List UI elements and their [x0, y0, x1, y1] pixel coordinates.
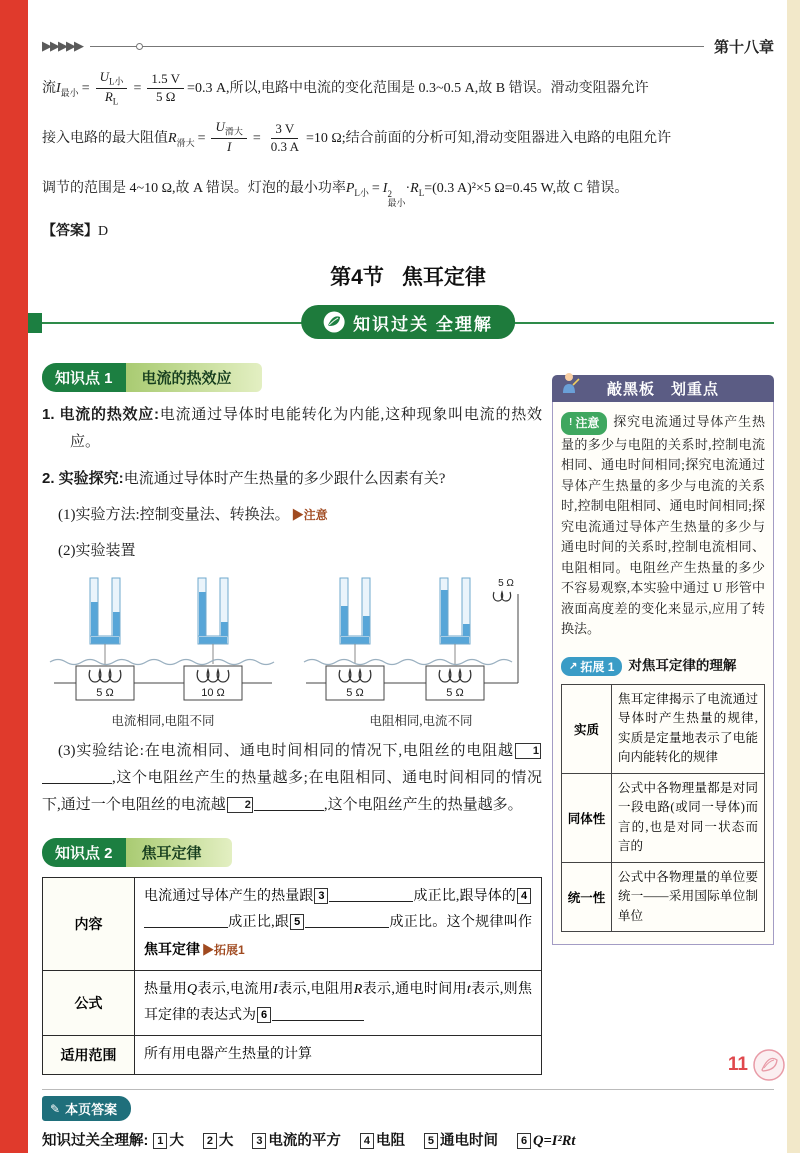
series-resistor-label: 5 Ω: [498, 578, 514, 590]
banner-pill: [301, 305, 515, 339]
paragraph-heat-effect: 1. 电流的热效应:电流通过导体时电能转化为内能,这种现象叫电流的热效应。: [42, 406, 542, 451]
blank-5-number: 5: [290, 914, 304, 930]
solution-text: =(0.3 A)²×5 Ω=0.45 W,故 C 错误。: [424, 180, 629, 196]
scope-cell: 所有用电器产生热量的计算: [135, 1036, 542, 1075]
notice-paragraph: ! 注意 探究电流通过导体产生热量的多少与电阻的关系时,控制电流相同、通电时间相同;探究电流通过导体产生热量的多少与电流的关系时,控制电阻相同、通电时间相同;探究电流通过导体产生热量的多少与通电时间的关系时,控制电流相同、电阻相同。电阻丝产生热量的多少不容易观察,本实验中通过 U 形管中液面高度差的变化来显示,应用了转换法。: [561, 414, 765, 637]
sidebar-header-label: 敲黑板 划重点: [606, 381, 719, 399]
blank-2-number: 2: [227, 797, 253, 813]
paragraph-experiment: 2. 实验探究:电流通过导体时产生热量的多少跟什么因素有关?: [42, 470, 446, 488]
water-surface: [50, 660, 274, 665]
u-tube-1: [340, 578, 370, 644]
resistor-label-1: 5 Ω: [96, 687, 114, 700]
kp1-header: [42, 363, 262, 392]
table-row-content: [43, 878, 542, 971]
resistor-coil-2: [439, 670, 471, 682]
section-title: 第4节 焦耳定律: [330, 266, 486, 290]
blank-1-number: 1: [515, 743, 541, 759]
experiment-diagram-right: [300, 574, 542, 729]
answer-item: 6 Q=I²Rt: [516, 1133, 575, 1149]
fraction: $\frac{U_{滑大}}{I}$: [211, 119, 246, 159]
resistor-label-2: 10 Ω: [201, 687, 225, 700]
answer-value: D: [98, 224, 109, 240]
notice-badge: ! 注意: [561, 412, 607, 435]
solution-block: [42, 66, 774, 247]
expand-ref: ▶拓展1: [202, 943, 245, 958]
table-row-formula: [43, 971, 542, 1036]
content-cell: 电流通过导体产生的热量跟 3 成正比,跟导体的 4成正比,跟 5 成正比。这个规律叫作焦耳定律 ▶拓展1: [135, 878, 542, 971]
sidebar: [552, 375, 774, 945]
blank-6-number: 6: [257, 1007, 271, 1023]
resistor-label-2: 5 Ω: [446, 687, 464, 700]
left-red-strip: [0, 0, 28, 1153]
page-header: [42, 0, 774, 56]
experiment-diagram-left: [42, 574, 284, 729]
fraction: $\frac{3 V}{0.3 A}$: [270, 121, 299, 155]
solution-text: 调节的范围是 4~10 Ω,故 A 错误。灯泡的最小功率: [42, 180, 346, 196]
diagram-right-caption: 电阻相同,电流不同: [369, 714, 473, 729]
header-rule: [90, 46, 704, 47]
paragraph-device: (2)实验装置: [58, 543, 136, 560]
banner-left-block: [28, 313, 42, 333]
banner-text: 知识过关 全理解: [353, 314, 493, 334]
variable: R: [410, 180, 419, 196]
solution-line-3: 调节的范围是 4~10 Ω,故 A 错误。灯泡的最小功率$P_{L小} = I$ 2 最小 $\cdot R_L=(0.3$ A)²×5 Ω=0.45 W,故 C 错误。: [42, 180, 629, 209]
kp2-badge: 知识点 2: [42, 838, 126, 867]
solution-text: 流: [42, 81, 56, 96]
water-surface: [304, 660, 512, 665]
resistor-label-1: 5 Ω: [346, 687, 364, 700]
row-header-formula: 公式: [43, 971, 135, 1036]
page-number: 11: [727, 1054, 748, 1075]
resistor-coil-1: [89, 670, 121, 682]
pencil-icon: ✎: [50, 1101, 61, 1116]
fraction: $\frac{U_{L小}}{R_L}$: [96, 69, 128, 109]
variable: I: [273, 982, 278, 998]
blank-5-line: [305, 914, 389, 928]
paragraph-conclusion: (3)实验结论:在电流相同、通电时间相同的情况下,电阻丝的电阻越 1,这个电阻丝产生的热量越多;在电阻相同、通电时间相同的情况下,通过一个电阻丝的电流越 2 ,这个电阻丝产生的热量越多。: [42, 743, 542, 814]
essence-cell: 焦耳定律揭示了电流通过导体时产生热量的规律,实质是定量地表示了电能向内能转化的规律: [612, 684, 765, 773]
diagram-left-svg: [42, 574, 284, 704]
resistor-coil-2: [197, 670, 229, 682]
arrow-up-icon: ↗: [569, 660, 578, 672]
solution-line-2: 接入电路的最大阻值$R_{滑大}$ = $\frac{U_{滑大}}{I}$ = $\frac{3 V}{0.3 A}$ =10 Ω;结合前面的分析可知,滑动变阻器进入电路的电阻允许: [42, 116, 774, 166]
fraction: $\frac{1.5 V}{5 \Omega}$: [147, 71, 184, 106]
variable: P: [345, 180, 355, 196]
answer-item: 2 大: [202, 1133, 234, 1149]
diagram-left-caption: 电流相同,电阻不同: [111, 714, 215, 729]
formula-cell: 热量用Q表示,电流用I表示,电阻用R表示,通电时间用t表示,则焦耳定律的表达式为 6: [135, 971, 542, 1036]
notice-ref: ▶注意: [291, 508, 328, 523]
joule-understanding-table: [561, 684, 765, 933]
variable: t: [466, 982, 471, 998]
blank-4-line: [144, 914, 228, 928]
sidebar-header: [552, 375, 774, 402]
header-circle-marker: [136, 43, 143, 50]
variable: I: [382, 180, 388, 196]
blank-1-line: [42, 770, 112, 784]
variable: Q: [187, 982, 198, 998]
table-row: [562, 684, 765, 773]
answer-item: 5 通电时间: [423, 1133, 498, 1149]
page-content: [42, 0, 774, 1150]
answer-item: 1 大: [152, 1133, 184, 1149]
answer-label: 【答案】: [42, 222, 98, 239]
same-body-cell: 公式中各物理量都是对同一段电路(或同一导体)而言的,也是对同一状态而言的: [612, 773, 765, 862]
answers-badge: ✎ 本页答案: [42, 1096, 131, 1121]
knowledge-banner: [42, 305, 774, 341]
answer-item: 4 电阻: [359, 1133, 405, 1149]
blank-3-number: 3: [314, 888, 328, 904]
page-answers-section: [42, 1089, 774, 1150]
expand-heading: [561, 654, 765, 676]
page-number-area: [728, 1048, 786, 1082]
blank-2-line: [254, 797, 324, 811]
teacher-icon: [560, 371, 580, 397]
kp1-title: 电流的热效应: [126, 363, 262, 392]
blank-3-line: [329, 888, 413, 902]
header-arrows-icon: ▶▶▶▶▶: [42, 38, 82, 53]
row-header-uniformity: 统一性: [562, 862, 612, 932]
variable: R: [353, 982, 363, 998]
answer-item: 3 电流的平方: [251, 1133, 341, 1149]
u-tube-2: [198, 578, 228, 644]
kp2-title: 焦耳定律: [126, 838, 232, 867]
solution-text: =10 Ω;结合前面的分析可知,滑动变阻器进入电路的电阻允许: [305, 130, 672, 146]
kp2-header: [42, 838, 232, 867]
sidebar-box: [552, 402, 774, 945]
variable: R: [168, 130, 177, 146]
u-tube-2: [440, 578, 470, 644]
answers-label: 知识过关全理解:: [42, 1133, 149, 1150]
uniformity-cell: 公式中各物理量的单位要统一——采用国际单位制单位: [612, 862, 765, 932]
table-row: [562, 773, 765, 862]
row-header-essence: 实质: [562, 684, 612, 773]
leaf-icon: [323, 311, 345, 333]
alert-icon: !: [569, 417, 573, 429]
expand-badge: ↗ 拓展 1: [561, 657, 622, 676]
solution-text: 接入电路的最大阻值: [42, 130, 168, 146]
kp1-badge: 知识点 1: [42, 363, 126, 392]
experiment-diagrams: [42, 574, 542, 729]
resistor-coil-1: [339, 670, 371, 682]
series-resistor-coil: [493, 592, 510, 601]
joule-law-table: [42, 877, 542, 1075]
row-header-same-body: 同体性: [562, 773, 612, 862]
main-column: [42, 353, 542, 1075]
paragraph-method: (1)实验方法:控制变量法、转换法。 ▶注意: [58, 507, 328, 524]
table-row: [562, 862, 765, 932]
diagram-right-svg: [300, 574, 542, 704]
right-edge-strip: [787, 0, 800, 1153]
u-tube-1: [90, 578, 120, 644]
expand-title: 对焦耳定律的理解: [628, 657, 737, 673]
answer-line: [42, 215, 774, 247]
row-header-content: 内容: [43, 878, 135, 971]
table-row-scope: [43, 1036, 542, 1075]
blank-4-number: 4: [517, 888, 531, 904]
blank-6-line: [272, 1007, 364, 1021]
solution-text: =0.3 A,所以,电路中电流的变化范围是 0.3~0.5 A,故 B 错误。滑动变阻器允许: [187, 81, 649, 96]
row-header-scope: 适用范围: [43, 1036, 135, 1075]
variable: I: [56, 81, 61, 96]
answers-line: [42, 1129, 679, 1150]
stamp-icon: [752, 1048, 786, 1082]
solution-line-1: 流$I_{最小}$ = $\frac{U_{L小}}{R_L}$ = $\frac{1.5 V}{5 \Omega}$ =0.3 A,所以,电路中电流的变化范围是 0.3~0.5 A,故 B 错误。滑动变阻器允许: [42, 69, 649, 107]
chapter-label: 第十八章: [713, 38, 774, 56]
two-column-area: [42, 353, 774, 1075]
